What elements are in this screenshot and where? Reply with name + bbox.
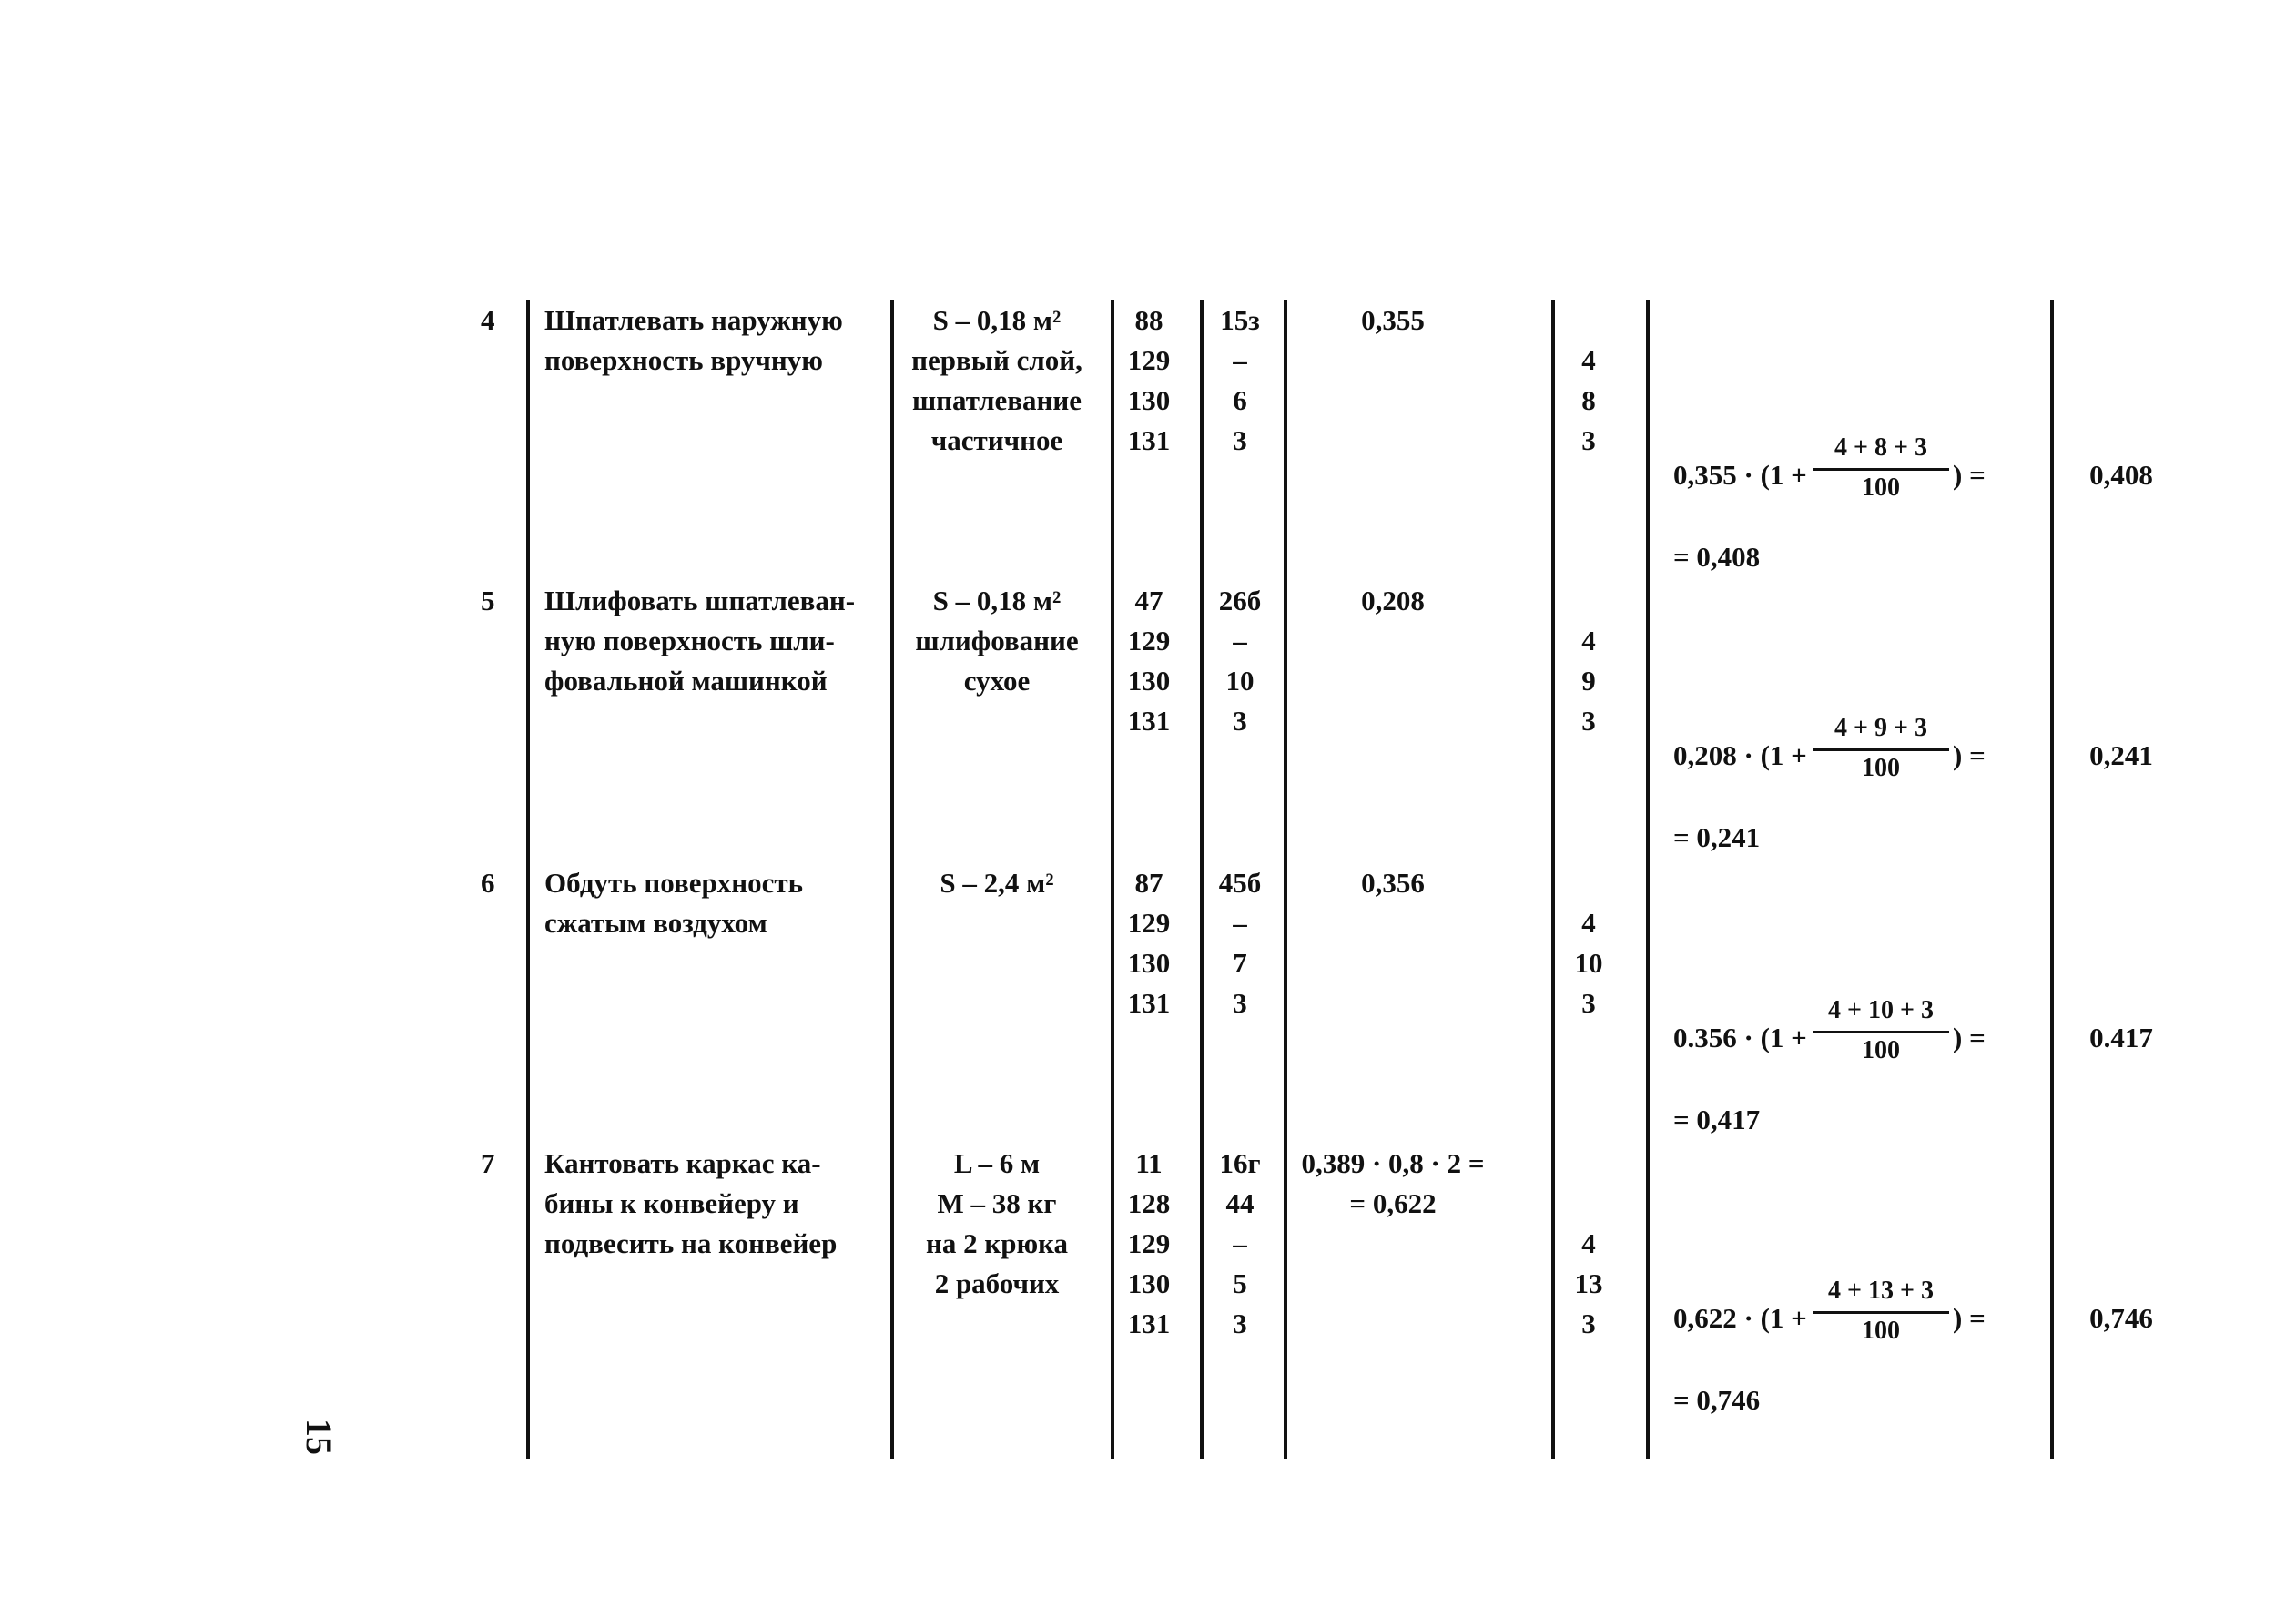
- formula-fraction: [1813, 1278, 1949, 1351]
- position-number: –: [1233, 625, 1247, 656]
- operation-text: сжатым воздухом: [544, 907, 767, 939]
- formula-suffix: ) =: [1953, 1302, 1986, 1334]
- conditions-text: L – 6 м: [953, 1147, 1041, 1179]
- card-number: 128: [1127, 1187, 1171, 1219]
- position-number: 44: [1225, 1187, 1255, 1219]
- conditions-text: первый слой,: [911, 344, 1082, 376]
- operation-text: Шпатлевать наружную: [544, 304, 843, 336]
- card-number: 131: [1127, 987, 1171, 1019]
- conditions-text: шпатлевание: [911, 384, 1082, 416]
- formula-suffix: ) =: [1953, 739, 1986, 771]
- card-number: 131: [1127, 1308, 1171, 1339]
- coefficient-value: 4: [1581, 344, 1596, 376]
- formula-result: = 0,417: [1673, 1104, 1761, 1135]
- conditions-text: М – 38 кг: [937, 1187, 1057, 1219]
- row-number: 7: [481, 1147, 495, 1179]
- time-value: 0,208: [1361, 585, 1425, 616]
- result-value: 0.417: [2089, 1022, 2153, 1053]
- coefficient-value: 3: [1581, 1308, 1596, 1339]
- operation-text: поверхность вручную: [544, 344, 823, 376]
- time-value: 0,356: [1361, 867, 1425, 899]
- formula-prefix: 0,622 · (1 +: [1673, 1302, 1807, 1334]
- position-number: 7: [1233, 947, 1247, 979]
- coefficient-value: 10: [1574, 947, 1603, 979]
- time-value: 0,389 · 0,8 · 2 =: [1301, 1147, 1485, 1179]
- formula-prefix: 0,355 · (1 +: [1673, 459, 1807, 491]
- formula-fraction: [1813, 998, 1949, 1071]
- result-value: 0,408: [2089, 459, 2153, 491]
- operation-text: бины к конвейеру и: [544, 1187, 799, 1219]
- result-value: 0,241: [2089, 739, 2153, 771]
- card-number: 131: [1127, 705, 1171, 737]
- column-divider: [1111, 300, 1114, 1459]
- coefficient-value: 3: [1581, 705, 1596, 737]
- formula-result: = 0,746: [1673, 1384, 1761, 1416]
- column-divider: [526, 300, 530, 1459]
- operation-text: Шлифовать шпатлеван-: [544, 585, 856, 616]
- fraction-bar: [1813, 748, 1949, 751]
- card-number: 131: [1127, 424, 1171, 456]
- conditions-text: на 2 крюка: [925, 1227, 1069, 1259]
- position-number: 5: [1233, 1267, 1247, 1299]
- formula-fraction: [1813, 435, 1949, 508]
- position-number: 3: [1233, 705, 1247, 737]
- coefficient-value: 8: [1581, 384, 1596, 416]
- column-divider: [890, 300, 894, 1459]
- card-number: 129: [1127, 1227, 1171, 1259]
- card-number: 129: [1127, 907, 1171, 939]
- conditions-text: частичное: [930, 424, 1063, 456]
- formula-result: = 0,241: [1673, 821, 1761, 853]
- column-divider: [1200, 300, 1204, 1459]
- coefficient-value: 3: [1581, 987, 1596, 1019]
- position-number: 16г: [1219, 1147, 1261, 1179]
- conditions-text: S – 0,18 м²: [932, 585, 1062, 616]
- conditions-text: S – 0,18 м²: [932, 304, 1062, 336]
- position-number: 3: [1233, 987, 1247, 1019]
- time-value: = 0,622: [1349, 1187, 1437, 1219]
- fraction-bar: [1813, 468, 1949, 471]
- card-number: 88: [1134, 304, 1163, 336]
- coefficient-value: 3: [1581, 424, 1596, 456]
- card-number: 47: [1134, 585, 1163, 616]
- position-number: 3: [1233, 424, 1247, 456]
- card-number: 11: [1135, 1147, 1163, 1179]
- column-divider: [1646, 300, 1650, 1459]
- operation-text: Обдуть поверхность: [544, 867, 803, 899]
- conditions-text: шлифование: [915, 625, 1079, 656]
- fraction-bar: [1813, 1311, 1949, 1314]
- conditions-text: 2 рабочих: [934, 1267, 1060, 1299]
- operation-text: подвесить на конвейер: [544, 1227, 838, 1259]
- fraction-numerator: 4 + 9 + 3: [1834, 714, 1927, 742]
- result-value: 0,746: [2089, 1302, 2153, 1334]
- card-number: 130: [1127, 1267, 1171, 1299]
- position-number: 6: [1233, 384, 1247, 416]
- position-number: –: [1233, 344, 1247, 376]
- row-number: 4: [481, 304, 495, 336]
- formula-suffix: ) =: [1953, 1022, 1986, 1053]
- fraction-denominator: 100: [1862, 473, 1900, 502]
- conditions-text: сухое: [963, 665, 1031, 697]
- column-divider: [1284, 300, 1287, 1459]
- operation-text: ную поверхность шли-: [544, 625, 835, 656]
- position-number: 10: [1225, 665, 1255, 697]
- operation-text: фовальной машинкой: [544, 665, 828, 697]
- fraction-denominator: 100: [1862, 1317, 1900, 1345]
- conditions-text: S – 2,4 м²: [940, 867, 1054, 899]
- formula-prefix: 0.356 · (1 +: [1673, 1022, 1807, 1053]
- page-number: 15: [299, 1419, 340, 1455]
- card-number: 130: [1127, 384, 1171, 416]
- card-number: 129: [1127, 344, 1171, 376]
- fraction-denominator: 100: [1862, 754, 1900, 782]
- position-number: –: [1233, 907, 1247, 939]
- card-number: 130: [1127, 665, 1171, 697]
- coefficient-value: 13: [1574, 1267, 1603, 1299]
- position-number: 15з: [1220, 304, 1260, 336]
- card-number: 129: [1127, 625, 1171, 656]
- fraction-numerator: 4 + 13 + 3: [1828, 1277, 1934, 1305]
- coefficient-value: 4: [1581, 625, 1596, 656]
- fraction-denominator: 100: [1862, 1036, 1900, 1064]
- position-number: 45б: [1218, 867, 1262, 899]
- card-number: 87: [1134, 867, 1163, 899]
- column-divider: [1551, 300, 1555, 1459]
- card-number: 130: [1127, 947, 1171, 979]
- row-number: 5: [481, 585, 495, 616]
- formula-fraction: [1813, 716, 1949, 789]
- formula-result: = 0,408: [1673, 541, 1761, 573]
- coefficient-value: 9: [1581, 665, 1596, 697]
- formula-prefix: 0,208 · (1 +: [1673, 739, 1807, 771]
- formula-suffix: ) =: [1953, 459, 1986, 491]
- position-number: –: [1233, 1227, 1247, 1259]
- column-divider: [2050, 300, 2054, 1459]
- coefficient-value: 4: [1581, 907, 1596, 939]
- operation-text: Кантовать каркас ка-: [544, 1147, 821, 1179]
- position-number: 3: [1233, 1308, 1247, 1339]
- position-number: 26б: [1218, 585, 1262, 616]
- fraction-bar: [1813, 1031, 1949, 1033]
- fraction-numerator: 4 + 10 + 3: [1828, 996, 1934, 1024]
- fraction-numerator: 4 + 8 + 3: [1834, 433, 1927, 462]
- coefficient-value: 4: [1581, 1227, 1596, 1259]
- row-number: 6: [481, 867, 495, 899]
- time-value: 0,355: [1361, 304, 1425, 336]
